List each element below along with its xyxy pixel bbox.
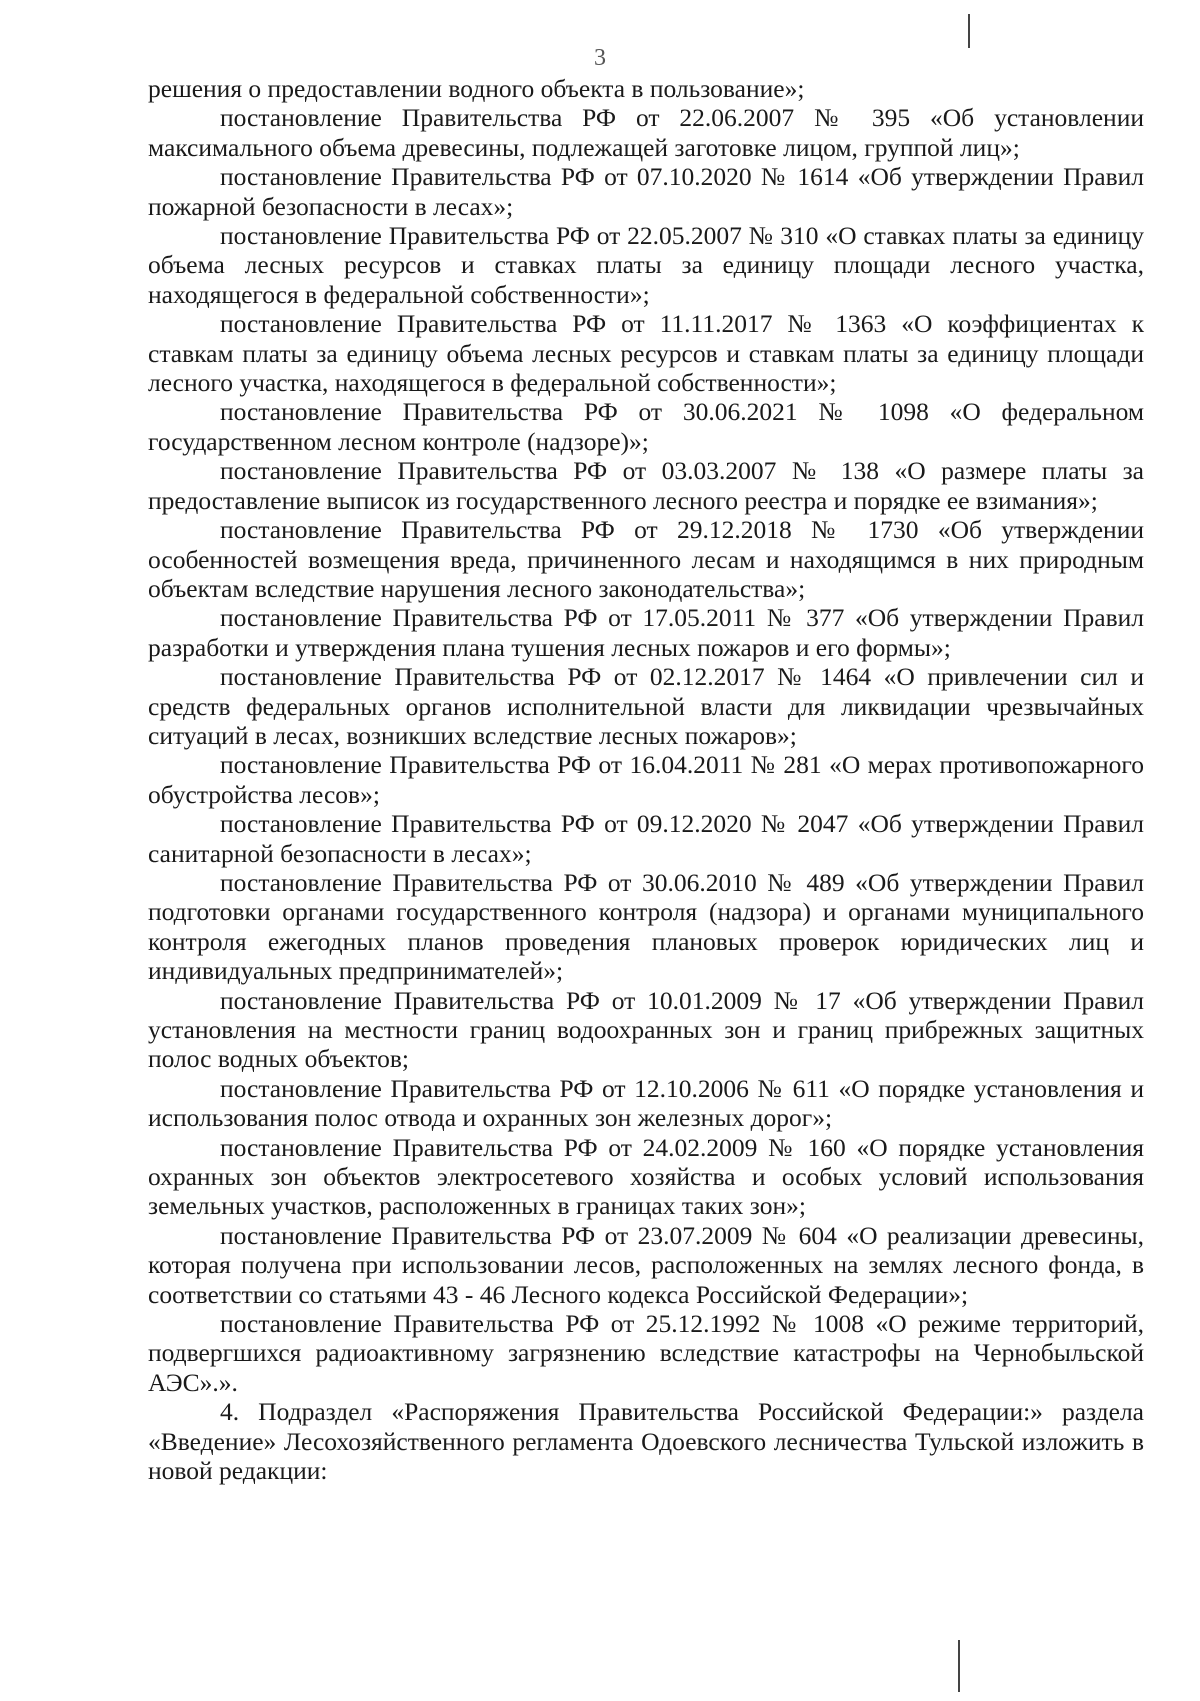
scan-mark-top bbox=[968, 14, 970, 48]
paragraph-regulation: постановление Правительства РФ от 29.12.2018 № 1730 «Об утверждении особенностей возмещения вреда, причиненного лесам и находящимся в них природным объектам вследствие нарушения лесного законодательства»; bbox=[148, 515, 1144, 603]
paragraph-regulation: постановление Правительства РФ от 10.01.2009 № 17 «Об утверждении Правил установления на местности границ водоохранных зон и границ прибрежных защитных полос водных объектов; bbox=[148, 985, 1144, 1074]
paragraph-regulation: постановление Правительства РФ от 16.04.2011 № 281 «О мерах противопожарного обустройства лесов»; bbox=[148, 750, 1144, 809]
paragraph-regulation: постановление Правительства РФ от 22.05.2007 № 310 «О ставках платы за единицу объема лесных ресурсов и ставках платы за единицу площади лесного участка, находящегося в федеральной собственности»; bbox=[148, 221, 1144, 309]
paragraph-regulation: постановление Правительства РФ от 23.07.2009 № 604 «О реализации древесины, которая получена при использовании лесов, расположенных на землях лесного фонда, в соответствии со статьями 43 - 46 Лесного кодекса Российской Федерации»; bbox=[148, 1220, 1144, 1309]
paragraph-regulation: постановление Правительства РФ от 12.10.2006 № 611 «О порядке установления и использования полос отвода и охранных зон железных дорог»; bbox=[148, 1073, 1144, 1133]
paragraph-regulation: постановление Правительства РФ от 24.02.2009 № 160 «О порядке установления охранных зон объектов электросетевого хозяйства и особых условий использования земельных участков, расположенных в границах таких зон»; bbox=[148, 1132, 1144, 1221]
paragraph-regulation: постановление Правительства РФ от 30.06.2021 № 1098 «О федеральном государственном лесном контроле (надзоре)»; bbox=[148, 397, 1144, 456]
paragraph-regulation: постановление Правительства РФ от 22.06.2007 № 395 «Об установлении максимального объема древесины, подлежащей заготовке лицом, группой лиц»; bbox=[148, 103, 1144, 162]
page-number: 3 bbox=[594, 45, 606, 71]
paragraph-regulation: постановление Правительства РФ от 25.12.1992 № 1008 «О режиме территорий, подвергшихся радиоактивному загрязнению вследствие катастрофы на Чернобыльской АЭС».». bbox=[148, 1309, 1144, 1397]
paragraph-regulation: постановление Правительства РФ от 02.12.2017 № 1464 «О привлечении сил и средств федеральных органов исполнительной власти для ликвидации чрезвычайных ситуаций в лесах, возникших вследствие лесных пожаров»; bbox=[148, 662, 1144, 750]
paragraph-regulation: постановление Правительства РФ от 03.03.2007 № 138 «О размере платы за предоставление выписок из государственного лесного реестра и порядке ее взимания»; bbox=[148, 456, 1144, 515]
paragraph-section-4: 4. Подраздел «Распоряжения Правительства Российской Федерации:» раздела «Введение» Лесохозяйственного регламента Одоевского лесничества Тульской изложить в новой редакции: bbox=[148, 1397, 1144, 1486]
paragraph-regulation: постановление Правительства РФ от 07.10.2020 № 1614 «Об утверждении Правил пожарной безопасности в лесах»; bbox=[148, 162, 1144, 221]
paragraph-regulation: постановление Правительства РФ от 09.12.2020 № 2047 «Об утверждении Правил санитарной безопасности в лесах»; bbox=[148, 809, 1144, 868]
paragraph-regulation: постановление Правительства РФ от 17.05.2011 № 377 «Об утверждении Правил разработки и утверждения плана тушения лесных пожаров и его формы»; bbox=[148, 603, 1144, 662]
paragraph-regulation: постановление Правительства РФ от 30.06.2010 № 489 «Об утверждении Правил подготовки органами государственного контроля (надзора) и органами муниципального контроля ежегодных планов проведения плановых проверок юридических лиц и индивидуальных предпринимателей»; bbox=[148, 867, 1144, 986]
paragraph-regulation: постановление Правительства РФ от 11.11.2017 № 1363 «О коэффициентах к ставкам платы за единицу объема лесных ресурсов и ставкам платы за единицу площади лесного участка, находящегося в федеральной собственности»; bbox=[148, 309, 1144, 398]
scan-mark-bottom bbox=[958, 1640, 960, 1692]
paragraph-continuation: решения о предоставлении водного объекта в пользование»; bbox=[148, 74, 805, 103]
document-body bbox=[148, 74, 1144, 1486]
